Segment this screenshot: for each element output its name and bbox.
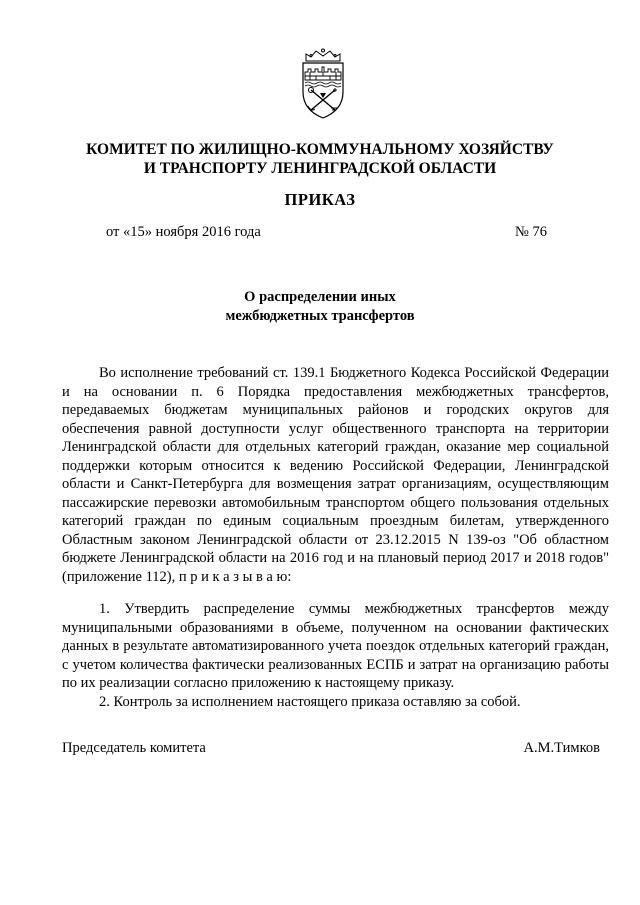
committee-name-line2: И ТРАНСПОРТУ ЛЕНИНГРАДСКОЙ ОБЛАСТИ bbox=[143, 160, 497, 177]
document-type: ПРИКАЗ bbox=[284, 190, 356, 209]
committee-name bbox=[60, 140, 580, 178]
subject-line1: О распределении иных bbox=[244, 289, 396, 305]
signatory-position: Председатель комитета bbox=[62, 740, 206, 756]
subject-line2: межбюджетных трансфертов bbox=[225, 308, 415, 324]
signature-block bbox=[62, 740, 600, 757]
document-number: № 76 bbox=[515, 224, 547, 240]
document-date: от «15» ноября 2016 года bbox=[106, 224, 261, 240]
committee-name-line1: КОМИТЕТ ПО ЖИЛИЩНО-КОММУНАЛЬНОМУ ХОЗЯЙСТВУ bbox=[86, 141, 554, 158]
coat-of-arms-icon bbox=[298, 48, 348, 120]
preamble-paragraph: Во исполнение требований ст. 139.1 Бюджетного Кодекса Российской Федерации и на основании п. 6 Порядка предоставления межбюджетных трансфертов, передаваемых бюджетам муниципальных районов и городских округов для обеспечения равной доступности услуг общественного транспорта на территории Ленинградской области для отдельных категорий граждан, оказание мер социальной поддержки которым относится к ведению Российской Федерации, Ленинградской области и Санкт-Петербурга для возмещения затрат организациям, осуществляющим пассажирские перевозки автомобильным транспортом общего пользования отдельных категорий граждан по единым социальным проездным билетам, утвержденного Областным законом Ленинградской области от 23.12.2015 N 139-оз "Об областном бюджете Ленинградской области на 2016 год и на плановый период 2017 и 2018 годов" (приложение 112), п р и к а з ы в а ю: bbox=[62, 365, 609, 585]
document-subject bbox=[160, 288, 480, 326]
signatory-name: А.М.Тимков bbox=[523, 740, 600, 756]
order-item-2: 2. Контроль за исполнением настоящего приказа оставляю за собой. bbox=[99, 693, 521, 710]
date-number-row bbox=[106, 224, 547, 241]
order-item-1: 1. Утвердить распределение суммы межбюджетных трансфертов между муниципальными образованиями в объеме, полученном на основании фактических данных в результате автоматизированного учета поездок отдельных категорий граждан, с учетом количества фактически реализованных ЕСПБ и затрат на организацию работы по их реализации согласно приложению к настоящему приказу. bbox=[62, 601, 609, 691]
document-body bbox=[62, 364, 609, 711]
